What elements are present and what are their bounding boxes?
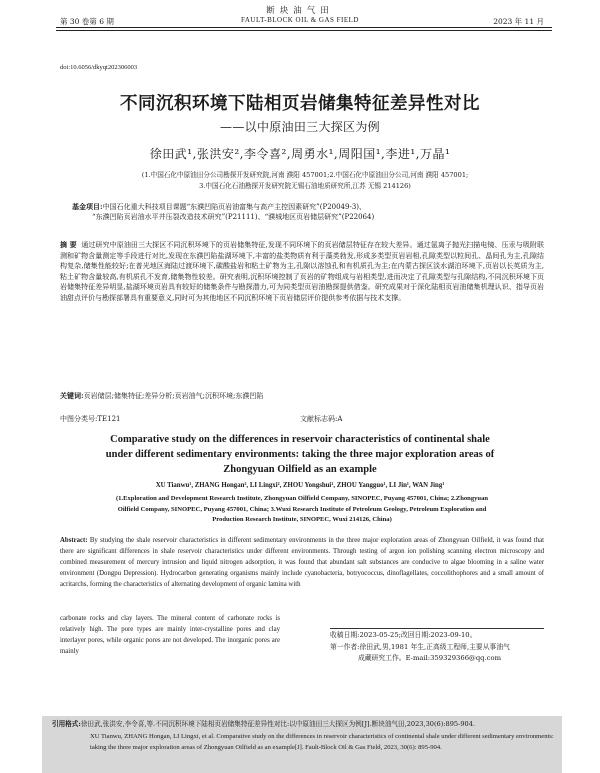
abstract-cn-text: 通过研究中原油田三大探区不同沉积环境下的页岩储集特征,发现不同环境下的页岩储层特征存在较大差异。通过氩离子抛光扫描电镜、压汞与吸附联测和矿物含量测定等手段进行对比,发现在东濮凹陷盐湖环境下,丰富的盐类物质有利于藻类勃发,形成多类型页岩岩相,孔隙类型以粒间孔、晶间孔为主,孔隙结构复杂,储集性能较好;在普光地区海陆过渡环境下,碳酸盐岩和粘土矿物为主,孔隙以溶蚀孔和有机质孔为主;在内蒙古探区淡水湖泊环境下,页岩以长英质为主,粘土矿物含量较高,有机质孔不发育,储集物性较差。研究表明,沉积环境控制了页岩的矿物组成与岩相类型,进而决定了孔隙类型与孔隙结构,不同沉积环境下页岩储集特征差异明显,盐湖环境页岩具有较好的储集条件与勘探潜力,可为同类型页岩油勘探提供借鉴。研究成果对于深化陆相页岩油储集机理认识、指导页岩油甜点评价与勘探部署具有重要意义,同时可为其他地区不同沉积环境下页岩储层评价提供参考依据与技术支撑。 <box>60 241 545 302</box>
header-rule-thin <box>56 30 552 31</box>
abstract-cn-label: 摘 要 <box>60 240 77 249</box>
affiliation-en-line: (1.Exploration and Development Research Institute, Zhongyuan Oilfield Company, SINOPEC, Puyang 457001, China; 2.Zhongyuan <box>115 495 489 502</box>
affiliation-cn-line: (1.中国石化中原油田分公司勘探开发研究院,河南 濮阳 457001;2.中国石化中原油田分公司,河南 濮阳 457001; <box>141 171 469 179</box>
citation-label: 引用格式: <box>52 720 81 728</box>
journal-name-en: FAULT-BLOCK OIL & GAS FIELD <box>241 16 359 24</box>
subtitle-cn: ——以中原油田三大探区为例 <box>220 120 380 134</box>
title-en-line: Zhongyuan Oilfield as an example <box>223 464 377 475</box>
keywords-cn-text: 页岩储层;储集特征;差异分析;页岩油气;沉积环境;东濮凹陷 <box>83 392 264 400</box>
abstract-en-label: Abstract: <box>60 537 88 544</box>
affiliation-en <box>60 494 544 526</box>
footnote-rule <box>330 628 544 629</box>
first-author-info: 第一作者:徐田武,男,1981 年生,正高级工程师,主要从事油气 <box>330 642 510 651</box>
received-info <box>330 630 545 665</box>
abstract-en <box>60 535 544 590</box>
fund-label: 基金项目: <box>72 202 103 211</box>
first-author-info-cont: 成藏研究工作。E-mail:359329366@qq.com <box>358 654 502 662</box>
clc-number: 中图分类号:TE121 <box>60 415 121 423</box>
journal-name-cn: 断块油气田 <box>266 6 334 16</box>
keywords-cn-label: 关键词: <box>60 391 84 400</box>
title-en-line: Comparative study on the differences in reservoir characteristics of continental shale <box>110 434 490 445</box>
received-date: 收稿日期:2023-05-25;改回日期:2023-09-10。 <box>330 631 477 639</box>
abstract-en-text: By studying the shale reservoir characteristics in different sedimentary environments in the three major exploration areas of Zhongyuan Oilfield, it was found that there are significant differences in shale reservoir characteristics under different environments. Through testing of argon ion polishing scanning electron microscopy and combined measurement of mercury intrusion and liquid nitrogen adsorption, it was found that abundant salt substances are conducive to algae blooming in a saline water environment (Dongpu Depression). Hydrocarbon generating organisms mainly include cyanobacteria, botryococcus, dinoflagellates, coccolithophores and a small amount of acritarchs, forming the characteristics of alternating development of organic lamina with <box>60 537 544 588</box>
title-en <box>0 432 600 477</box>
citation-en: XU Tianwu, ZHANG Hongan, LI Lingxi, et al. Comparative study on the differences in reservoir characteristics of continental shale under different sedimentary environments: taking the three major exploration areas of Zhongyuan Oilfield as an example[J]. Fault-Block Oil & Gas Field, 2023, 30(6): 895-904. <box>90 732 554 751</box>
citation-cn <box>52 719 557 731</box>
affiliation-cn-line: 3.中国石化石油勘探开发研究院无锡石油地质研究所,江苏 无锡 214126) <box>199 182 411 190</box>
citation-cn-text: 徐田武,张洪安,李令喜,等.不同沉积环境下陆相页岩储集特征差异性对比:以中原油田三大探区为例[J].断块油气田,2023,30(6):895-904. <box>80 720 476 728</box>
citation-box <box>42 716 562 773</box>
title-cn: 不同沉积环境下陆相页岩储集特征差异性对比 <box>120 94 480 114</box>
affiliation-en-line: Oilfield Company, SINOPEC, Puyang 457001, China; 3.Wuxi Research Institute of Petroleum Geology, Petroleum Exploration and <box>117 505 487 513</box>
abstract-cn <box>60 240 544 304</box>
issue-date: 2023 年 11 月 <box>493 17 544 26</box>
volume-issue: 第 30 卷第 6 期 <box>60 17 114 26</box>
fund-text: 中国石化重大科技项目课题“东濮凹陷页岩油富集与高产主控因素研究”(P20049-3)、 <box>102 203 367 211</box>
affiliation-en-line: Production Research Institute, SINOPEC, Wuxi 214126, China) <box>212 516 392 523</box>
title-en-line: under different sedimentary environments: taking the three major exploration areas of <box>105 449 495 460</box>
fund-line: “东濮凹陷页岩油水平井压裂改造技术研究”(P21111)、“濮城地区页岩储层研究”(P22064) <box>92 213 375 221</box>
doi: doi:10.6056/dkyqt202306003 <box>60 64 138 71</box>
header-rule <box>56 27 552 28</box>
abstract-en-column: carbonate rocks and clay layers. The mineral content of carbonate rocks is relatively high. The pore types are mainly inter-crystalline pores and clay interlayer pores, while organic pores are not developed. The inorganic pores are mainly <box>60 615 280 655</box>
document-code: 文献标志码:A <box>300 415 343 423</box>
keywords-cn <box>60 391 263 401</box>
authors-cn: 徐田武¹,张洪安²,李令喜²,周勇水¹,周阳国¹,李进¹,万晶¹ <box>149 147 451 161</box>
authors-en: XU Tianwu¹, ZHANG Hongan², LI Lingxi², ZHOU Yongshui¹, ZHOU Yangguo¹, LI Jin¹, WAN Jing¹ <box>155 482 445 489</box>
